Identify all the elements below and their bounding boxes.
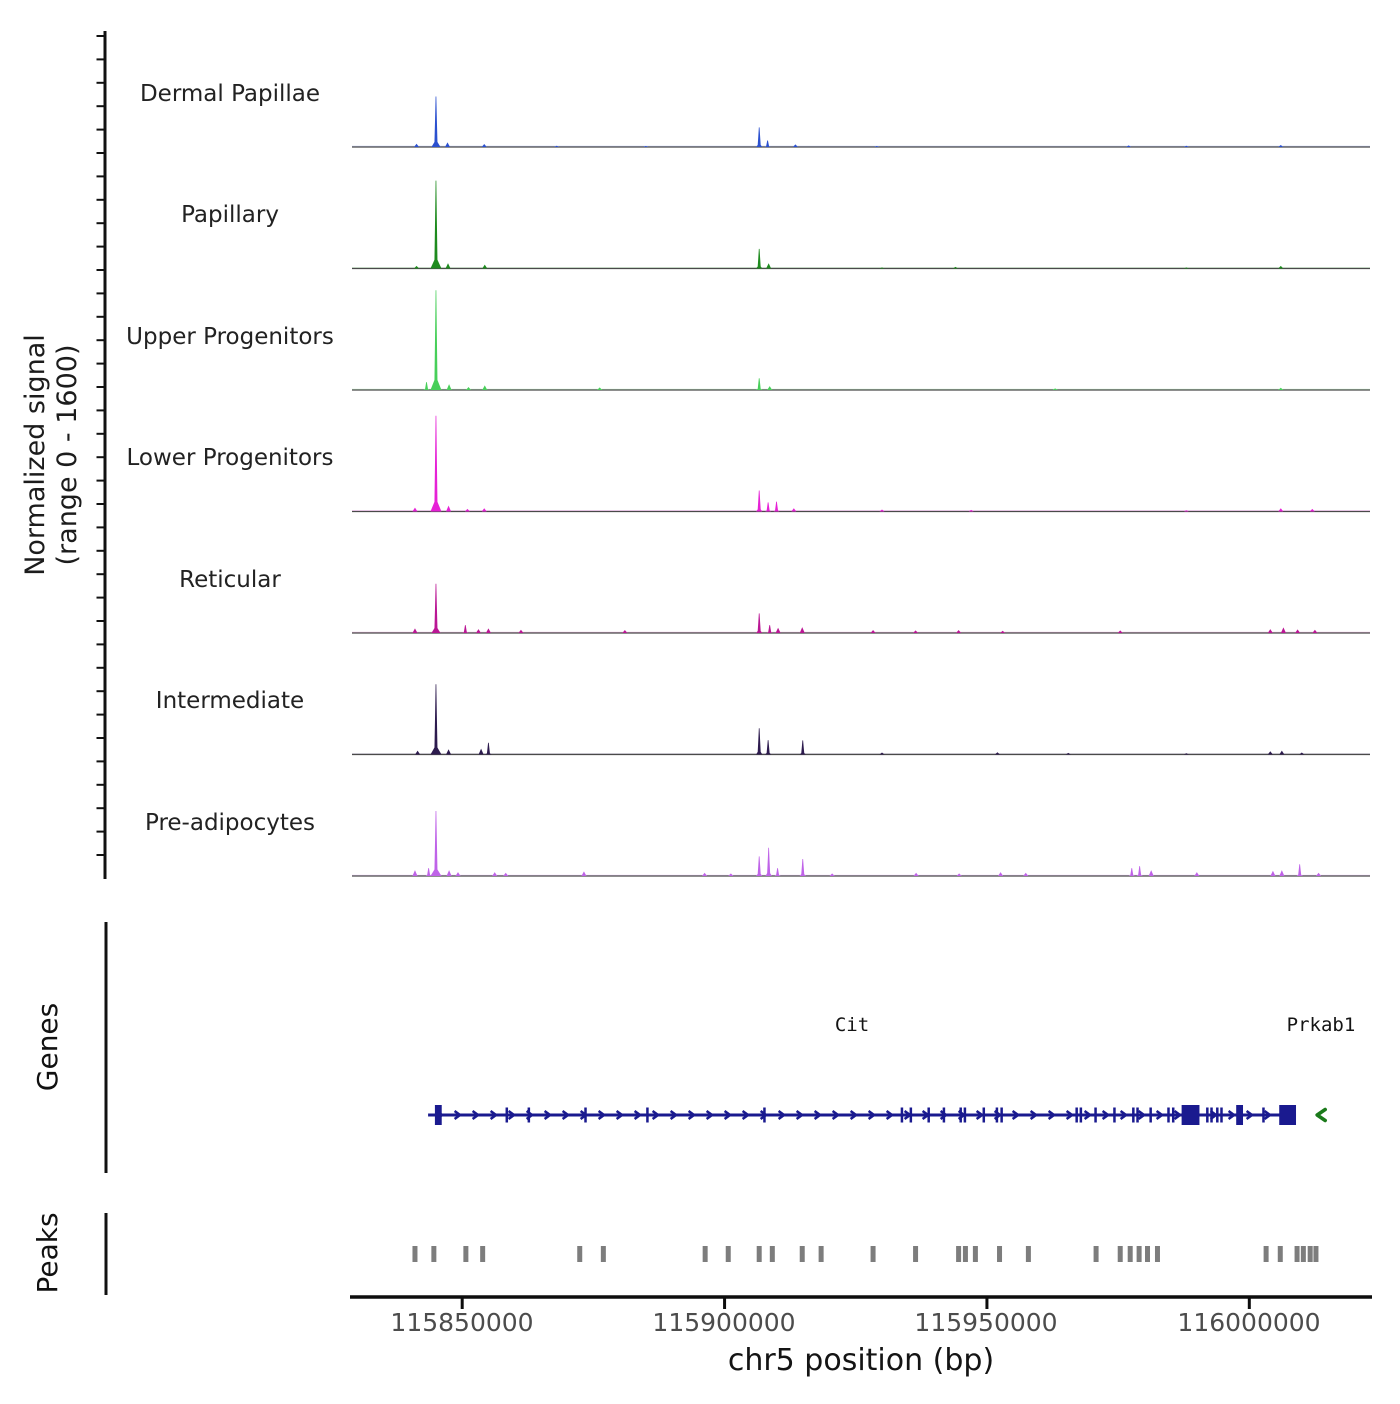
- peak-marker: [963, 1246, 968, 1262]
- track-intermediate: [352, 684, 1370, 754]
- peak-marker: [757, 1246, 762, 1262]
- gene-exon-tick: [1136, 1108, 1139, 1123]
- peak-marker: [1118, 1246, 1123, 1262]
- signal-spike: [492, 872, 497, 876]
- x-tick-label-4: 116000000: [1177, 1308, 1321, 1337]
- signal-spike: [1279, 751, 1284, 755]
- peak-marker: [1128, 1246, 1133, 1262]
- track-papillary: [352, 181, 1370, 269]
- signal-spike: [773, 502, 779, 512]
- signal-spike: [431, 96, 440, 147]
- gene-exon-tick: [1094, 1108, 1097, 1123]
- signal-spike: [793, 144, 798, 147]
- gene-exon-tick: [927, 1108, 930, 1123]
- signal-spike: [414, 144, 419, 147]
- signal-spike: [765, 502, 771, 511]
- peak-marker: [577, 1246, 582, 1262]
- signal-spike: [486, 628, 491, 633]
- signal-spike: [767, 386, 772, 390]
- peak-marker: [913, 1246, 918, 1262]
- gene-exon-tick: [1080, 1108, 1083, 1123]
- signal-spike: [756, 856, 762, 876]
- signal-spike: [1316, 873, 1321, 876]
- signal-spike: [412, 508, 417, 512]
- x-tick-label-3: 115950000: [914, 1308, 1058, 1337]
- signal-spike: [446, 749, 451, 754]
- signal-spike: [756, 491, 762, 512]
- gene-exon-tick: [1172, 1108, 1175, 1123]
- track-label-dermal-papillae: Dermal Papillae: [139, 81, 321, 107]
- signal-spike: [766, 848, 772, 876]
- signal-spike: [430, 181, 441, 269]
- signal-spike: [957, 873, 962, 876]
- signal-spike: [1312, 630, 1317, 633]
- signal-spike: [913, 630, 918, 633]
- gene-exon-tick: [959, 1108, 962, 1123]
- peak-marker: [480, 1246, 485, 1262]
- peak-marker: [973, 1246, 978, 1262]
- gene-exon-block: [1236, 1105, 1243, 1125]
- track-dermal-papillae: [352, 96, 1370, 147]
- track-label-lower-progenitors: Lower Progenitors: [126, 445, 334, 471]
- peak-marker: [703, 1246, 708, 1262]
- peak-marker: [956, 1246, 961, 1262]
- gene-exon-tick: [1132, 1108, 1135, 1123]
- gene-exon-tick: [1113, 1108, 1116, 1123]
- track-label-pre-adipocytes: Pre-adipocytes: [144, 810, 316, 836]
- gene-exon-tick: [996, 1108, 999, 1123]
- signal-spike: [431, 584, 440, 633]
- peak-marker: [1295, 1246, 1300, 1262]
- signal-spike: [765, 740, 771, 754]
- signal-spike: [1270, 871, 1275, 876]
- signal-tracks: [352, 96, 1370, 876]
- track-label-upper-progenitors: Upper Progenitors: [126, 324, 334, 350]
- signal-spike: [1268, 629, 1273, 633]
- gene-exon-tick: [646, 1108, 649, 1123]
- signal-spike: [455, 872, 460, 876]
- signal-spike: [998, 872, 1003, 876]
- peak-marker: [1026, 1246, 1031, 1262]
- signal-spike: [800, 740, 806, 754]
- track-label-reticular: Reticular: [179, 567, 281, 593]
- signal-spike: [1194, 872, 1199, 876]
- track-label-papillary: Papillary: [181, 202, 279, 228]
- peak-marker: [1137, 1246, 1142, 1262]
- peaks-section-label: Peaks: [31, 1212, 64, 1294]
- gene-label-cit: Cit: [834, 1014, 870, 1036]
- signal-spike: [412, 628, 417, 633]
- signal-spike: [1149, 870, 1154, 876]
- signal-spike: [1278, 266, 1283, 269]
- gene-exon-tick: [1220, 1108, 1223, 1123]
- signal-spike: [447, 870, 452, 876]
- gene-exon-block: [435, 1105, 442, 1125]
- signal-spike: [1295, 629, 1300, 633]
- signal-spike: [914, 873, 919, 876]
- genes-section-label: Genes: [31, 1002, 64, 1092]
- signal-spike: [756, 249, 762, 269]
- signal-spike: [597, 387, 602, 390]
- genes-track: [428, 1105, 1325, 1125]
- gene-label-prkab1: Prkab1: [1286, 1014, 1356, 1036]
- signal-spike: [756, 127, 762, 147]
- peak-marker: [726, 1246, 731, 1262]
- gene-exon-tick: [1210, 1108, 1213, 1123]
- signal-spike: [871, 630, 876, 633]
- signal-spike: [756, 378, 762, 390]
- signal-spike: [1297, 864, 1303, 876]
- signal-spike: [466, 387, 471, 390]
- track-reticular: [352, 584, 1370, 633]
- peak-marker: [1264, 1246, 1269, 1262]
- signal-spike: [503, 873, 508, 876]
- peak-marker: [431, 1246, 436, 1262]
- signal-spike: [702, 873, 707, 876]
- signal-spike: [581, 871, 586, 876]
- x-tick-label-2: 115900000: [652, 1308, 796, 1337]
- signal-spike: [482, 508, 487, 511]
- signal-spike: [800, 859, 806, 876]
- signal-spike: [518, 630, 523, 633]
- x-tick-label-1: 115850000: [390, 1308, 534, 1337]
- gene-exon-tick: [1206, 1108, 1209, 1123]
- peak-marker: [1308, 1246, 1313, 1262]
- track-label-intermediate: Intermediate: [155, 688, 305, 714]
- gene-exon-tick: [584, 1108, 587, 1123]
- gene-exon-tick: [943, 1108, 946, 1123]
- signal-spike: [956, 630, 961, 633]
- y-axis-label-line1: Normalized signal: [20, 334, 51, 576]
- signal-spike: [1268, 751, 1273, 754]
- gene-exon-tick: [528, 1108, 531, 1123]
- signal-spike: [465, 509, 470, 512]
- signal-spike: [1137, 866, 1143, 876]
- signal-spike: [1023, 873, 1028, 876]
- gene-exon-tick: [1262, 1108, 1265, 1123]
- signal-spike: [800, 627, 805, 633]
- peak-marker: [1278, 1246, 1283, 1262]
- peak-marker: [871, 1246, 876, 1262]
- signal-spike: [1278, 508, 1283, 511]
- signal-spike: [476, 629, 481, 633]
- peak-marker: [1145, 1246, 1150, 1262]
- gene-exon-tick: [1075, 1108, 1078, 1123]
- signal-spike: [482, 144, 487, 147]
- signal-spike: [1279, 870, 1284, 876]
- peaks-track: [412, 1246, 1318, 1262]
- signal-spike: [485, 743, 491, 755]
- signal-spike: [430, 416, 441, 512]
- signal-axis: [97, 31, 106, 879]
- signal-spike: [430, 811, 441, 876]
- signal-spike: [622, 630, 627, 633]
- track-lower-progenitors: [352, 416, 1370, 512]
- signal-spike: [482, 385, 487, 390]
- gene-exon-tick: [1167, 1108, 1170, 1123]
- peak-marker: [997, 1246, 1002, 1262]
- peak-marker: [463, 1246, 468, 1262]
- gene-exon-tick: [1000, 1108, 1003, 1123]
- gene-strand-chevron-icon: [1317, 1110, 1325, 1121]
- signal-spike: [447, 384, 452, 390]
- signal-spike: [756, 613, 762, 633]
- peak-marker: [1313, 1246, 1318, 1262]
- signal-spike: [1281, 627, 1286, 633]
- peak-marker: [601, 1246, 606, 1262]
- gene-exon-tick: [1149, 1108, 1152, 1123]
- signal-spike: [728, 873, 733, 876]
- signal-spike: [776, 628, 781, 633]
- signal-spike: [830, 873, 835, 876]
- signal-spike: [756, 728, 762, 754]
- gene-exon-tick: [964, 1108, 967, 1123]
- signal-spike: [791, 508, 796, 511]
- peak-marker: [819, 1246, 824, 1262]
- signal-spike: [415, 751, 420, 755]
- signal-spike: [445, 142, 450, 147]
- peak-marker: [800, 1246, 805, 1262]
- gene-cit: [428, 1105, 1296, 1125]
- gene-exon-block: [1182, 1105, 1200, 1125]
- gene-exon-tick: [901, 1108, 904, 1123]
- signal-spike: [479, 749, 484, 755]
- y-axis-label-line2: (range 0 - 1600): [52, 344, 83, 566]
- peak-marker: [412, 1246, 417, 1262]
- gene-exon-tick: [910, 1108, 913, 1123]
- signal-spike: [482, 265, 487, 269]
- signal-spike: [766, 263, 771, 268]
- signal-spike: [414, 266, 419, 269]
- peak-marker: [770, 1246, 775, 1262]
- signal-spike: [430, 290, 441, 390]
- gene-exon-tick: [763, 1108, 766, 1123]
- peak-marker: [1094, 1246, 1099, 1262]
- signal-spike: [412, 870, 417, 876]
- x-axis-title: chr5 position (bp): [727, 1343, 995, 1378]
- gene-exon-block: [1279, 1105, 1296, 1125]
- peak-marker: [1301, 1246, 1306, 1262]
- signal-spike: [430, 684, 441, 754]
- gene-exon-tick: [983, 1108, 986, 1123]
- peak-marker: [1155, 1246, 1160, 1262]
- signal-spike: [1310, 509, 1315, 512]
- signal-spike: [446, 506, 451, 512]
- track-upper-progenitors: [352, 290, 1370, 390]
- track-pre-adipocytes: [352, 811, 1370, 876]
- gene-exon-tick: [506, 1108, 509, 1123]
- signal-spike: [446, 263, 451, 268]
- gene-exon-tick: [1216, 1108, 1219, 1123]
- signal-spike: [1118, 630, 1123, 633]
